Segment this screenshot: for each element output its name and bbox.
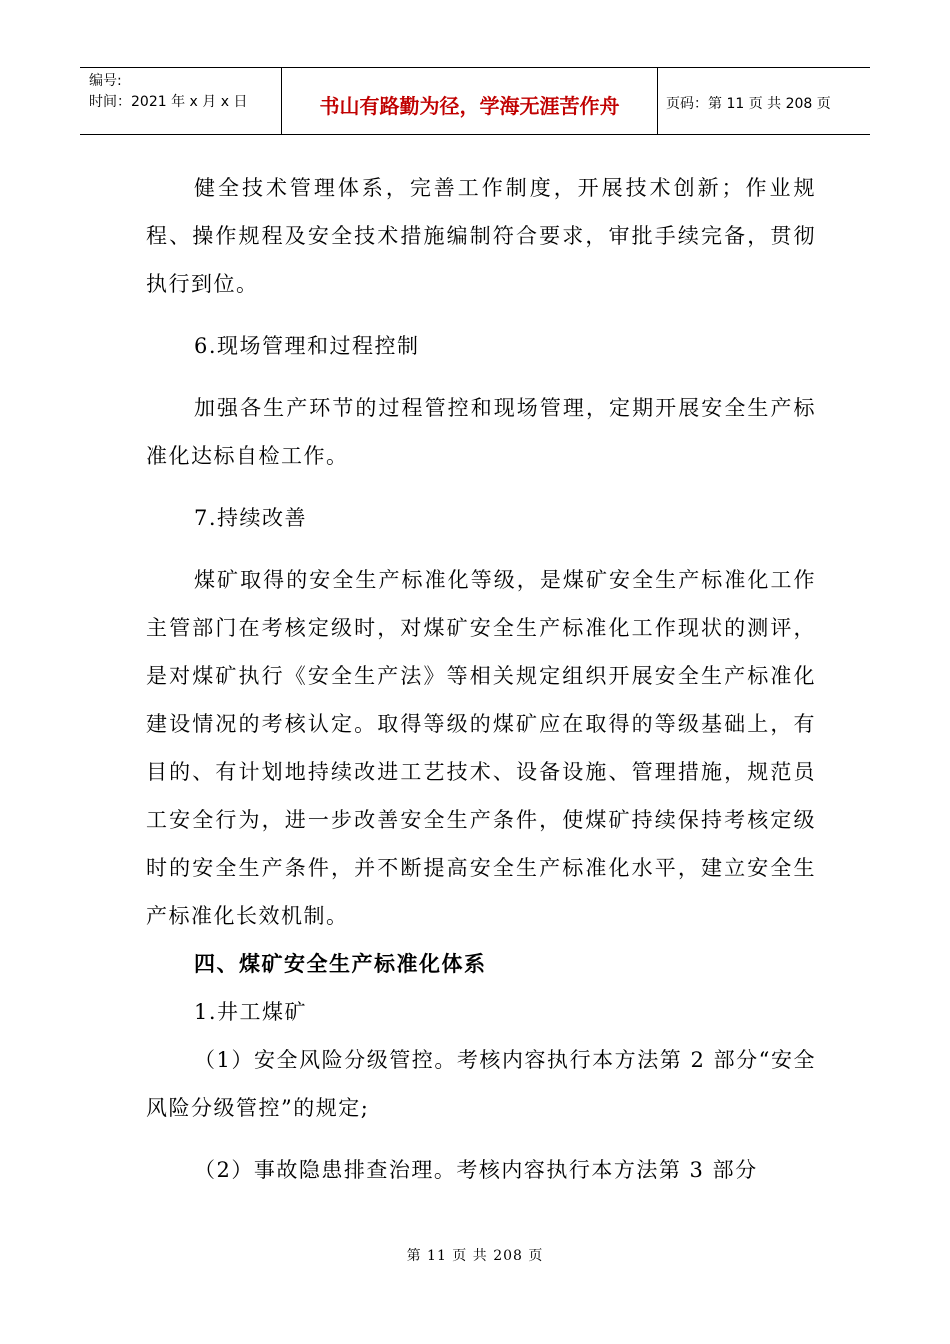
list-item-hazard-investigation: （2）事故隐患排查治理。考核内容执行本方法第 3 部分: [194, 1158, 758, 1182]
paragraph-site-management: 加强各生产环节的过程管控和现场管理，定期开展安全生产标准化达标自检工作。: [146, 396, 816, 468]
document-body: [146, 164, 816, 1194]
paragraph-continuous-improvement: 煤矿取得的安全生产标准化等级，是煤矿安全生产标准化工作主管部门在考核定级时，对煤矿安全生产标准化工作现状的测评，是对煤矿执行《安全生产法》等相关规定组织开展安全生产标准化建设情况的考核认定。取得等级的煤矿应在取得的等级基础上，有目的、有计划地持续改进工艺技术、设备设施、管理措施，规范员工安全行为，进一步改善安全生产条件，使煤矿持续保持考核定级时的安全生产条件，并不断提高安全生产标准化水平，建立安全生产标准化长效机制。: [146, 568, 816, 928]
header-meta: [80, 68, 282, 134]
list-item-risk-control: （1）安全风险分级管控。考核内容执行本方法第 2 部分“安全风险分级管控”的规定;: [146, 1048, 816, 1120]
paragraph-tech-management: 健全技术管理体系，完善工作制度，开展技术创新；作业规程、操作规程及安全技术措施编制符合要求，审批手续完备，贯彻执行到位。: [146, 176, 816, 296]
subheading-site-management: 6.现场管理和过程控制: [194, 334, 420, 358]
document-number-label: 编号:: [89, 73, 122, 89]
subheading-continuous-improvement: 7.持续改善: [194, 506, 308, 530]
page-header: [80, 67, 870, 135]
page-footer: 第 11 页 共 208 页: [406, 1248, 544, 1264]
header-page-number: 页码：第 11 页 共 208 页: [666, 96, 831, 112]
subheading-underground-mine: 1.井工煤矿: [194, 1000, 308, 1024]
section-heading-standard-system: 四、煤矿安全生产标准化体系: [194, 952, 487, 976]
header-slogan: 书山有路勤为径，学海无涯苦作舟: [282, 68, 658, 134]
document-time-label: 时间：2021 年 x 月 x 日: [89, 94, 248, 110]
